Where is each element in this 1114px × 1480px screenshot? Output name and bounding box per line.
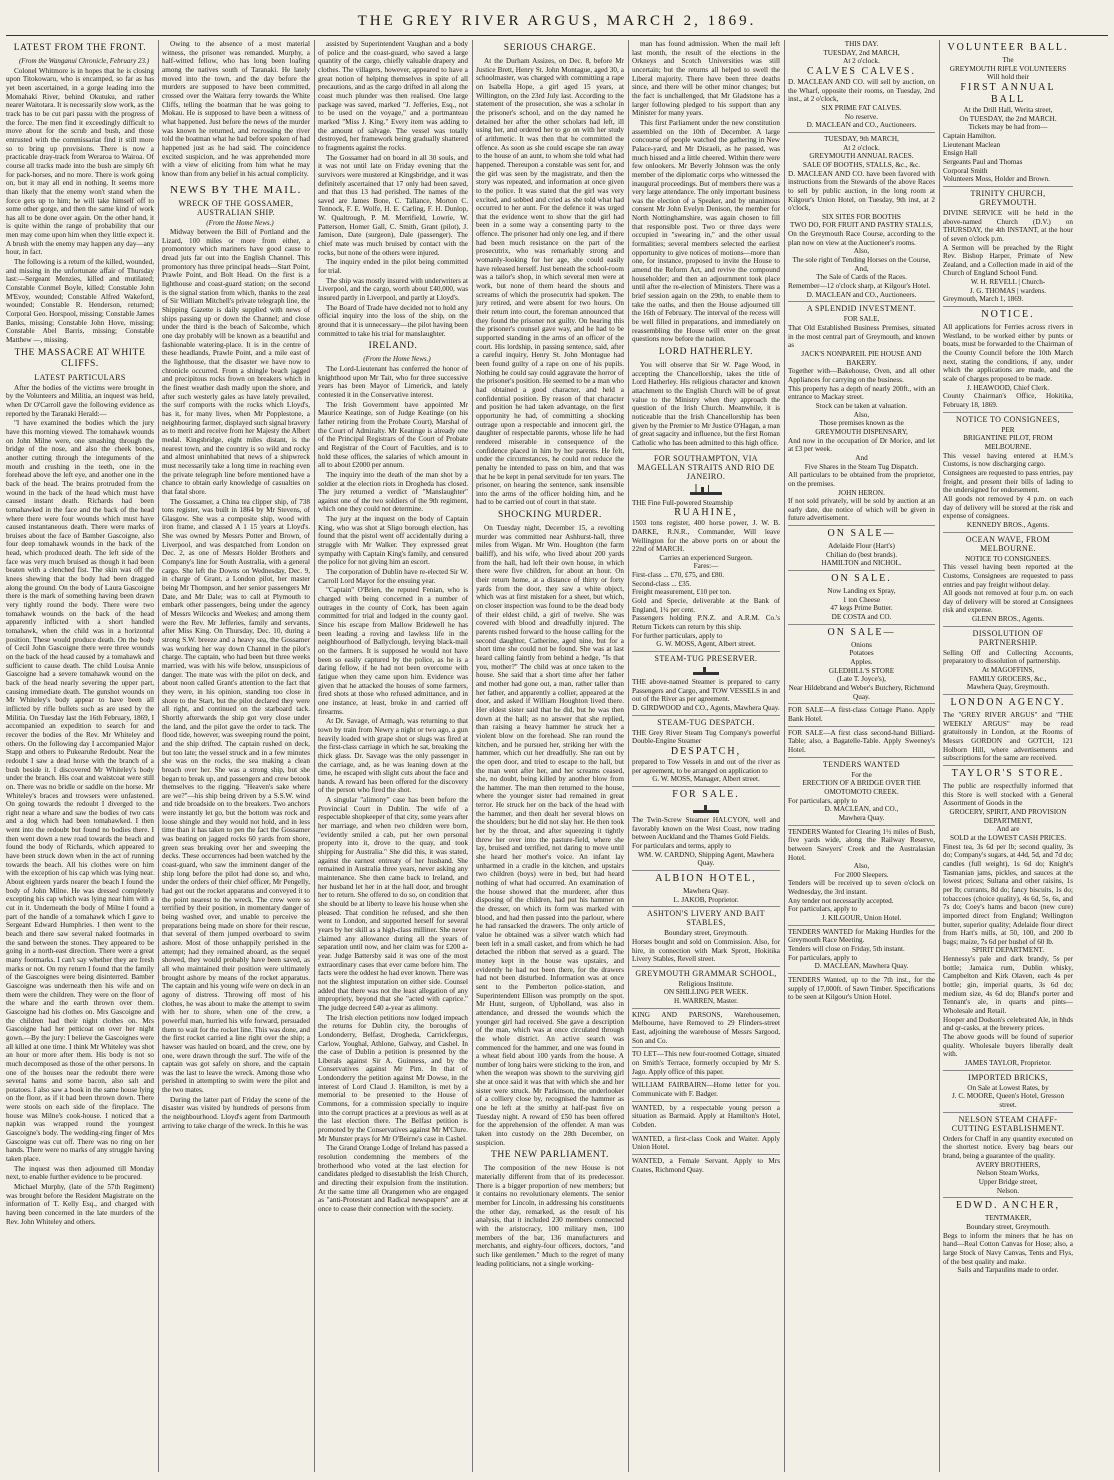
ad-line: The Twin-Screw Steamer HALCYON, well and favorably known on the West Coast, now trading between Auckland and the Thames Gold Fields. (632, 815, 780, 842)
ad-line: Stock can be taken at valuation. (815, 401, 908, 410)
ad-steam-tug-despatch (632, 718, 780, 787)
ad-line: On TUESDAY, the 2nd MARCH. (959, 114, 1057, 123)
ad-dissolution (943, 629, 1073, 695)
ad-taylors-store (943, 768, 1073, 1071)
article-paragraph: The inquiry into the death of the man shot by a soldier at the election riots in Drogheda has closed. The jury returned a verdict of "Manslaughter" against one of the two soldiers of the 9th regiment, which one they could not determine. (318, 470, 468, 514)
ad-line: At the Drill Hall, Werita street, (963, 105, 1053, 114)
ad-line: Potatoes (849, 649, 874, 658)
ad-body: D. MACLEAN AND CO. will sell by auction, on the Wharf, opposite their rooms, on Tuesday, 2nd inst., at 2 o'clock, (788, 77, 935, 104)
article-paragraph: assisted by Superintendent Vaughan and a body of police and the coast-guard, who saved a large quantity of the cargo, chiefly valuable drapery and clothes. The villagers, however, appeared to have a great notion of helping themselves in spite of all precautions, and as the cargo drifted in all along the coast much plunder was then realised. One large package was saved, marked "J. Jefferies, Esq., not to be used on the voyage," and a portmanteau marked "Miss J. King." Every item was adding to the amount of salvage. The vessel was totally destroyed, her framework being gradually shattered to fragments against the rocks. (318, 40, 468, 152)
column-rule (939, 40, 940, 1472)
ad-line: GROCERY, SPIRIT, AND PROVISION DEPARTMENT, (949, 807, 1067, 825)
ad-billiard-table (788, 729, 935, 758)
ad-line: That Old Established Business Premises, situated in the most central part of Greymouth, and known as (788, 324, 935, 350)
article-paragraph: The Gossamer, a China tea clipper ship, of 738 tons register, was built in 1864 by Mr Stevens, of Glasgow. She was a composite ship, wood with iron frame, and classed A 1 15 years at Lloyd's. She was owned by Messrs Potter and Brown, of Liverpool, and was despatched from London on Dec. 2, as one of Messrs Holder Brothers and Company's line for South Australia, with a general cargo. She left the Downs on Wednesday, Dec. 9, in charge of Grant, a London pilot, her master being Mr Thompson, and her senior passengers Mr Date, and Mr Dale; was to call at Plymouth to embark other passengers, being under the agency of Messrs Wilcocks and Weekes; and among them were the Rev. Mr Jefferies, family and servants, after Miss King. On Thursday, Dec. 10, during a strong S.W. breeze and a heavy sea, the Gossamer was working her way down Channel in the pilot's charge. The captain, who had been but three weeks married, was with his wife below, unsuspicious of danger. The mate was with the pilot on deck, and about noon called Grant's attention to the fact that they were, in his opinion, standing too close in shore to the Start, but the pilot declared they were all right, and continued on the starboard tack. Shortly afterwards the ship got very close under the land, and the pilot gave the order to tack. The flood tide, however, was sweeping round the point, and the ship drifted. The captain rushed on deck, but too late; the vessel struck and in a few minutes she was on the rocks, the sea making a clean breach over her. She was a strong ship, but she began to break up, and passengers and crew betook themselves to the rigging. "Heaven's sake where are we?"—his ship being driven by a S.S.W. wind and tide broadside on to the breakers. Two anchors were instantly let go, but the bottom was rock and loose shingle and they would not hold, and in less time than it has taken to pen the fact the Gossamer was beating on jagged rocks 60 yards from shore, green seas breaking over her and sweeping the decks. These occurrences had been watched by the coast-guard, who saw the imminent danger of the ship long before the pilot had done so, and who, under the orders of their chief officer, Mr Pengelly, had got out the rocket apparatus and conveyed it to the point nearest to the wreck. The crew were so terrified by their position, in momentary danger of being washed over, and unable to perceive the preparations being made on shore for their rescue, that several of them jumped overboard to swim ashore. Most of those unhappily perished in the attempt; had they remained aboard, as the sequel showed, they would probably have been saved, as all who maintained their position were ultimately brought ashore by means of the rocket apparatus. The captain and his young wife were on deck in an agony of distress. Throwing off most of his clothes, he was about to make the attempt to swim with her to shore, when one of the crew, a powerful man, hurried his wife forward, persuaded them to wait for the rocket line. This was done, and the first rocket carried a line right over the ship; a hawser was hauled on board, and the crew, one by one, were drawn through the surf. The wife of the captain was got safely on shore, and the captain was the last to leave the wreck. Among those who perished in attempting to swim were the pilot and the two mates. (162, 497, 310, 1095)
mail-subheading: WRECK OF THE GOSSAMER, AUSTRALIAN SHIP. (178, 198, 294, 217)
parliament-heading: THE NEW PARLIAMENT. (490, 1150, 610, 1161)
ad-ship-name: RUAHINE, (674, 507, 738, 519)
ad-line: At 2 o'clock. (843, 143, 880, 152)
ad-line: SALE OF BOOTHS, STALLS, &c., &c. (802, 160, 921, 169)
ad-heading: ON SALE. (831, 573, 892, 585)
ad-line: Apples. (850, 658, 873, 667)
ad-line: For particulars, apply to (788, 953, 858, 962)
ad-line: THE above-named Steamer is prepared to carry Passengers and Cargo, and TOW VESSELS in and out of the River as per agreement. (632, 678, 780, 704)
ad-line: W. H. REVELL | Church- (970, 278, 1046, 287)
article-source: (From the Home News.) (363, 355, 431, 364)
ad-heading: ON SALE— (827, 626, 896, 638)
column-1 (6, 40, 154, 1472)
ad-line: JACK'S NONPAREIL PIE HOUSE AND BAKERY. (801, 350, 922, 367)
article-paragraph: man has found admission. When the mail left last month, the result of the elections in the Orkneys and Scotch Universities was still uncertain; but the returns all helped to swell the Liberal majority. There have been three deaths since, and there will be other minor changes; but the fact is unchallenged, that Mr Gladstone has a larger following pledged to his support than any Minister for many years. (632, 40, 780, 118)
ad-line: Remember—12 o'clock sharp, at Kilgour's Hotel. (788, 282, 931, 291)
article-source: (From the Home News.) (206, 218, 274, 227)
ad-line: SIX PRIME FAT CALVES. (821, 103, 902, 112)
ad-wanted (632, 1135, 780, 1155)
ad-line: Also, (853, 862, 870, 871)
ad-heading: FOR SALE. (672, 788, 740, 800)
ad-line: FOR SALE, (843, 315, 880, 324)
ad-line: WANTED, by a respectable young person a situation as Barmaid. Apply at Hamilton's Hotel, Cobden. (632, 1103, 780, 1129)
ad-line: Religious Institute. (678, 979, 734, 988)
ad-heading: DISSOLUTION OF PARTNERSHIP. (972, 628, 1044, 647)
column-5 (632, 40, 780, 1472)
ad-london-agency (943, 697, 1073, 766)
ad-body: DIVINE SERVICE will be held in the above-named Church (D.V.) on THURSDAY, the 4th INSTANT, at the hour of seven o'clock p.m. (943, 208, 1073, 243)
ad-line: TO LET—This new four-roomed Cottage, situated on Smith's Terrace, formerly occupied by Mr S. Jago. Apply office of this paper. (632, 1050, 780, 1076)
column-6 (788, 40, 935, 1472)
ad-line: Now Landing ex Spray, (827, 587, 896, 596)
ad-line: For the (851, 770, 872, 779)
ad-heading: ON SALE— (827, 528, 896, 540)
ad-line: Lieutenant Maclean (943, 140, 1001, 149)
ad-body: The public are respectfully informed that this Store is well stocked with a General Assortment of Goods in the (943, 782, 1073, 808)
ad-line: GREYMOUTH RIFLE VOLUNTEERS (949, 64, 1067, 73)
ad-wanted (632, 1104, 780, 1133)
ad-signature: D. MACLEAN and CO., Auctioneers. (806, 290, 917, 299)
ad-line: SIX SITES FOR BOOTHS (822, 212, 901, 221)
ad-line: THE Fine Full-powered Steamship (632, 498, 733, 507)
ad-race-booths (788, 135, 935, 302)
ad-heading: ASHTON'S LIVERY AND BAIT STABLES, (647, 909, 765, 928)
ad-line: For particulars, apply to (788, 905, 858, 914)
ad-heading: NELSON STEAM CHAFF-CUTTING ESTABLISHMENT. (951, 1114, 1065, 1133)
ad-line: For particulars and terms, apply to (632, 841, 732, 850)
ad-line: Captain Hamilton. (943, 131, 997, 140)
article-paragraph: The Board of Trade have decided not to hold any official inquiry into the loss of the ship, on the ground that it is unnecessary—the pilot having been committed to take his trial for manslaughter. (318, 303, 468, 338)
ad-body: D. MACLEAN AND CO. have been favored with instructions from the Stewards of the above Races to sell by public auction, in the long room at Kilgour's Union Hotel, on Tuesday, 9th inst, at 2 o'clock, (788, 169, 935, 213)
ad-line: First-class ... £70, £75, and £80. (632, 571, 725, 580)
ad-signature: HAMILTON and NICHOL. (821, 559, 902, 568)
ad-line: Also, (853, 410, 870, 419)
article-paragraph: The Gossamer had on board in all 30 souls, and it was not until late on Friday evening that the survivors were mustered at Kingsbridge, and it was definitely ascertained that 17 only had been saved, and that thus 13 had perished. The names of the saved are James Bone, C. Tallance, Morton C. Tennock, F. E. Wolfe, H. E. Carling, F. H. Dunlop, W. Qualtrough, P. M. Merrifield, Lowrie, W. Patterson, Homer Gall, C. Smith, Grant (pilot), J. Jamison, Date (surgeon), Dale (passenger). The chief mate was much bruised by contact with the rocks, but none of the others were injured. (318, 153, 468, 257)
ad-on-sale-onions (788, 627, 935, 705)
ad-body: TENDERS Wanted, up to the 7th inst., for the supply of 17,000ft. of Sawn Timber. Specifications to be seen at Kilgour's Union Hotel. (788, 976, 935, 1002)
ad-line: And now in the occupation of Dr Morice, and let at £3 per week. (788, 436, 935, 454)
ad-imported-bricks (943, 1073, 1073, 1113)
ad-line: PER (1001, 425, 1015, 434)
ad-line: prepared to Tow Vessels in and out of the river as per agreement, to be arranged on application to (632, 757, 780, 775)
column-rule (314, 40, 315, 1472)
article-paragraph: The inquest was then adjourned till Monday next, to enable further evidence to be procured. (6, 1164, 154, 1182)
ad-line: Hennessy's pale and dark brandy, 5s per bottle; Jamaica rum, Dublin whisky, Campbelton and Kirk Olaven, each 4s per bottle; gin, imperial quarts, 3s 6d do; medium size, 4s 6d do; Bland's porter and Tennant's ale, in quarts and pints—Wholesale and Retail. (943, 955, 1073, 1016)
ad-signature: WM. W. CARDNO, Shipping Agent, Mawhera Quay. (638, 850, 774, 868)
ad-line: NOTICE TO CONSIGNEES. (965, 554, 1051, 563)
ad-albion-hotel (632, 873, 780, 907)
mail-heading: NEWS BY THE MAIL. (170, 183, 302, 196)
ad-body: All applications for Ferries across rivers in Westland, to be worked either by punts or boats, must be forwarded to the Chairman of the County Council before the 10th March next, stating the conditions, if any, under which the applications are made, and the scale of charges proposed to be made. (943, 323, 1073, 384)
ad-line: Boundary street, Greymouth. (966, 1222, 1050, 1231)
ad-line: Freight measurement, £10 per ton. (632, 588, 732, 597)
ad-line: Sails and Tarpaulins made to order. (957, 1266, 1059, 1275)
ad-line: SOLD at the LOWEST CASH PRICES. (949, 833, 1067, 842)
ad-ashton-stables (632, 909, 780, 967)
ad-signature: J. HEAWOOD, Chief Clerk. (966, 383, 1050, 392)
ad-line: Near Hildebrand and Weber's Butchery, Richmond Quay. (788, 684, 935, 701)
ad-line: THE Grey River Steam Tug Company's powerful Double-Engine Steamer (632, 728, 780, 746)
ad-piano (788, 706, 935, 726)
ad-volunteer-ball (943, 42, 1073, 187)
ad-line: GLEDHILL'S STORE (828, 666, 895, 675)
ad-heading: VOLUNTEER BALL. (947, 42, 1069, 53)
ad-line: Orders for Chaff in any quantity executed on the shortest notice. Every bag bears our brand, being a guarantee of the quality. (943, 1134, 1073, 1160)
ad-heading: TENDERS WANTED (822, 759, 901, 769)
ad-line: The Sale of Cards of the Races. (816, 273, 907, 282)
ad-line: A Sermon will be preached by the Right Rev. Bishop Harper, Primate of New Zealand, and a Collection made in aid of the Church of England School Fund. (943, 243, 1073, 278)
ad-ocean-wave (943, 535, 1073, 627)
article-paragraph: The corporation of Dublin have re-elected Sir W. Carroll Lord Mayor for the ensuing year. (318, 568, 468, 585)
ad-line: FIRST ANNUAL BALL (960, 81, 1056, 105)
ad-line: Finest tea, 3s 6d per lb; second quality, 3s do; Company's sugars, at 44d, 5d, and 7d do; candles (full weight), 1s 6d do; Knight's Tasmanian jams, pickles, and sauces at the lowest prices; Sultana and other raisins, 1s per lb; currants, 8d do; fancy biscuits, 1s do; tobaccoes (choice quality), 4s 6d, 5s, 6s, and 7s do; Coey's hams and bacon (new cure) imported direct from England; Wellington butter, superior quality; Adelaide flour direct from Hart's mills, at 50, 100, and 200 lb bags; maize, 7s 6d per bushel of 60 lb. (943, 842, 1073, 946)
ad-heading: A SPLENDID INVESTMENT. (806, 304, 917, 314)
column-4 (476, 40, 624, 1472)
ad-line: On the Greymouth Race Course, according to the plan now on view at the Auctioneer's rooms. (788, 230, 935, 247)
masthead-rule (6, 35, 1108, 36)
ad-heading: STEAM-TUG DESPATCH. (657, 717, 755, 727)
ad-splendid-investment (788, 304, 935, 526)
ad-line: Together with—Bakehouse, Oven, and all other Appliances for carrying on the business. (788, 367, 935, 384)
ad-signature: DE COSTA and CO. (831, 613, 892, 622)
ad-line: And are (996, 825, 1020, 834)
ad-line: The (1002, 56, 1014, 64)
ad-heading: EDWD. ANCHER, (955, 1200, 1061, 1212)
article-source: (From the Wanganui Chronicle, February 23.) (18, 57, 150, 65)
ad-line: FAMILY GROCERS, &c., (969, 674, 1047, 683)
ad-line: Consignees are requested to pass entries, pay freight, and present their bills of lading to the undersigned for endorsement. (943, 468, 1073, 495)
ad-anchor-tentmaker (943, 1200, 1073, 1277)
massacre-heading: THE MASSACRE AT WHITE CLIFFS. (14, 347, 146, 369)
ad-heading: IMPORTED BRICKS, (968, 1072, 1048, 1082)
ad-line: Upper Bridge street, (978, 1177, 1038, 1186)
ad-line: At 2 o'clock. (843, 57, 880, 66)
ad-line: Gold and Specie, deliverable at the Bank of England, 1¼ per cent. (632, 597, 780, 614)
ad-line: THIS DAY. (844, 40, 879, 48)
column-3 (318, 40, 468, 1472)
ad-heading: CALVES CALVES. (807, 65, 916, 77)
ad-heading: FOR SOUTHAMPTON, VIA MAGELLAN STRAITS AND RIO DE JANEIRO. (637, 453, 775, 481)
ad-ship-name: DESPATCH, (670, 745, 742, 757)
ad-line: AVERY BROTHERS, (975, 1160, 1041, 1169)
ad-line: FOR SALE—A first-class Cottage Piano. Apply Bank Hotel. (788, 706, 935, 723)
article-paragraph: After the bodies of the victims were brought in by the Volunteers and Militia, an inquest was held, when Dr O'Carroll gave the following evidence as reported by the Taranaki Herald:— (6, 383, 154, 418)
article-paragraph: On Tuesday night, December 15, a revolting murder was committed near Ashhurst-hall, three miles from Wigan. Mr Wm. Houghton (the farm bailiff), and his wife, who lived about 200 yards from the hall, had left their own house, in which there were five children, for about an hour. On their return home, at a distance of thirty or forty yards from the door, they saw a white object, which was at first mistaken for a sheet, but which, on closer inspection was found to be the dead body of their eldest child, a girl of twelve. She was covered with blood and dreadfully injured. The parents rushed forward to the house calling for the second daughter, Catherine, aged nine, but for a short time she could not be found. She was at last heard calling faintly from behind a hedge, "Is that you, mother?" The child was at once taken to the house. She said that a short time after her father and mother had gone out, a man, rather taller than her father, and apparently a collier, appeared at the door, and asked if William Houghton lived there. Her eldest sister said that he did, but he was then down at the hall; as no answer that she replied, than raising a heavy hammer he struck her a violent blow on the forehead. She ran round the kitchen, and he pursued her, striking her with the hammer, which cut her dreadfully. She ran out by the open door, and tried to escape to the hall, but the man went after her, and her screams ceased, she, no doubt, being killed by another blow from the hammer. The man then returned to the house, where the younger sister had remained in great terror. He struck her on the back of the head with the hammer, and then dealt her several blows on the shoulders; but he did not slay her. He then took her by the throat, and after squeezing it tightly threw her over into the pasture-field, where she lay, bruised and terrified, not daring to move until she heard her mother's voice. An infant lay unharmed in a cradle in the kitchen, and upstairs two children (boys) were in bed, but had heard nothing of what had occurred. An examination of the house showed that the murderer, after thus disposing of the children, had put his hammer on the dresser, on which its form was marked with blood, and had then passed into the parlour, where he had ransacked the drawers. The only article of value he obtained was a silver watch which had been left in a small casket, and from which he had detached the ribbon that served as a guard. The money kept in the house was upstairs, and evidently he had not been there, for the drawers had not been disturbed. Information was at once sent to the Pemberton police-station, and Superintendent Ellison was promptly on the spot. Mr Hunt, surgeon, of Upholland, was also in attendance, and dressed the wounds which the younger girl had received. She gave a description of the man, which was at once circulated through the whole district. An active search was commenced for the hammer, and one was found in a wheat field about 100 yards from the house. A number of long hairs were sticking to the iron, and when the weapon was shown to the surviving girl she at once said it was that with which she and her sister were struck. Mr Parkinson, the underlooker of a colliery close by, recognised the hammer as one he left at the smithy at half-past five on Tuesday night. A reward of £50 has been offered for the apprehension of the offender. A man was taken into custody on the 28th December, on suspicion. (476, 524, 624, 1147)
newspaper-title: THE GREY RIVER ARGUS, MARCH 2, 1869. (357, 13, 757, 29)
column-rule (472, 40, 473, 1472)
ad-line: OMOTOMOTO CREEK. (824, 787, 899, 796)
ad-line: Adelaide Flour (Hart's) (828, 542, 895, 551)
ad-line: J. G. THOMAS | wardens. (969, 286, 1047, 295)
ad-to-let (632, 1050, 780, 1079)
ad-signature: JOHN HERON. (838, 488, 885, 497)
ad-line: ERECTION OF A BRIDGE OVER THE (802, 779, 921, 788)
ad-signature: H. WARREN, Master. (674, 997, 738, 1006)
column-rule (628, 40, 629, 1472)
ad-line: Tenders will be received up to seven o'clock on Wednesday, the 3rd instant. (788, 879, 935, 897)
ad-fairbairn (632, 1081, 780, 1101)
ad-heading: ALBION HOTEL, (655, 872, 757, 884)
article-paragraph: The jury at the inquest on the body of Captain King, who was shot at Sligo borough election, has found that the pistol went off accidentally during a struggle with Mr Walker. They expressed great sympathy with Captain King's family, and censured the police for not giving him an escort. (318, 515, 468, 567)
article-paragraph: During the latter part of Friday the scene of the disaster was visited by hundreds of persons from the neighbourhood. Lloyd's agent from Dartmouth arriving to take charge of the wreck. In this he was (162, 1095, 310, 1130)
ad-signature: Mawhera Quay. (838, 813, 885, 822)
ad-line: All particulars to be obtained from the proprietor, on the premises. (788, 471, 935, 488)
article-paragraph: The composition of the new House is not materially different from that of its predecessor. There is a bigger proportion of new members; but it contains no revolutionary elements. The senior member for Lincoln, in addressing his constituents the other day, remarked, as the result of his analysis, that it included 230 members connected with the aristocracy, 100 military men, 100 members of the bar, 136 manufacturers and merchants, and eighty-four officers, doctors, "and such like gentlemen." Much to the regret of many leading politicians, not a single working- (476, 1164, 624, 1268)
ad-line: GREYMOUTH ANNUAL RACES. (809, 152, 914, 161)
ad-line: Tenders will close on Friday, 5th instant. (788, 945, 905, 954)
ad-nelson-chaff (943, 1115, 1073, 1199)
ad-notice-consignees-pilot (943, 415, 1073, 533)
ad-on-sale-flour (788, 528, 935, 571)
article-paragraph: "Captain" O'Brien, the reputed Fenian, who is charged with being concerned in a number of outrages in the county of Cork, has been again committed for trial and lodged in the county gaol. Since his escape from Mallow Bridewell he has been leading a roving and lawless life in the neighbourhood of Ballyclough, levying black-mail on the farmers. It is supposed he would not have been so easily captured by the police, as he is a daring fellow, if he had not been overcome with fatigue when they came upon him. Evidence was given that he attacked the houses of some farmers, fired shots at those who refused admittance, and in one instance, at least, broke in and carried off firearms. (318, 586, 468, 716)
ad-line: BRIGANTINE PILOT, FROM MELBOURNE. (963, 434, 1053, 451)
ad-tenders-bridge (788, 760, 935, 826)
article-paragraph: The inquiry ended in the pilot being committed for trial. (318, 258, 468, 276)
ad-body: TENDERS Wanted for Clearing 1½ miles of Bush, five yards wide, along the Railway Reserve, between Sawyers' Creek and the Australasian Hotel. (788, 827, 935, 862)
ad-line: FOR SALE—A first class second-hand Billiard-Table; also, a Bagatelle-Table. Apply Sweeney's Hotel. (788, 728, 935, 754)
article-paragraph: You will observe that Sir W. Page Wood, in accepting the Chancellorship, takes the title of Lord Hatherley. His religious character and known attachment to the English Church will be of great value to the Ministry when they approach the question of the Irish Church. Meanwhile, it is noticeable that the Irish Chancellorship has been given by the Premier to Mr Justice O'Hagan, a man of great sagacity and influence, but the first Roman Catholic who has been admitted to this high office. (632, 360, 780, 447)
ad-tenders-timber (788, 976, 935, 1004)
ad-line: Horses bought and sold on Commission. Also, for hire, in connection with Mark Sprott, Hokitika Livery Stables, Revell street. (632, 937, 780, 964)
ad-tenders-clearing (788, 828, 935, 926)
ad-line: Carries an experienced Surgeon. (659, 553, 753, 562)
ad-line: Mawhera Quay. (683, 886, 729, 895)
hatherley-heading: LORD HATHERLEY. (658, 346, 754, 357)
ad-line: Hooper and Dodson's celebrated Ale, in hhds and qr-casks, at the brewery prices. (943, 1015, 1073, 1033)
ad-line: Greymouth, March 1, 1869. (943, 295, 1024, 304)
ad-heading: TAYLOR'S STORE. (951, 768, 1065, 779)
shocking-heading: SHOCKING MURDER. (497, 510, 603, 521)
article-paragraph: This first Parliament under the new constitution assembled on the 10th of December. A large concourse of people watched the gathering in New Palace-yard, and Mr Disraeli, as he passed, was much hissed and a little cheered. Within there were few onlookers. Mr Beverly Johnson was the only member of the diplomatic corps who witnessed the inaugural proceedings. But of members there was a very large attendance. The only important business was the election of a Speaker, and by unanimous consent Mr John Evelyn Denison, the member for North Nottinghamshire, was again chosen to fill that responsible post. Two or three days were occupied in "swearing in," and the other usual formalities; several members selected the earliest opportunity to give notices of motions—more than one, for instance, proposed to invite the House to amend the Reform Act, and revive the compound householder; and then an adjournment took place until after the re-election of Ministers. There was a brief session again on the 29th, to enable them to take the oaths, and then the House adjourned till the 16th of February. The interval of the recess will be well filled in preparations, and immediately on reassembling the House will enter on the great questions now before the nation. (632, 118, 780, 344)
article-paragraph: The ship was mostly insured with underwriters at Liverpool, and the cargo, worth about £40,000, was insured partly in Liverpool, and partly at Lloyd's. (318, 276, 468, 303)
ad-line: ON SHILLING PER WEEK. (663, 988, 749, 997)
ad-line: Also, (853, 247, 870, 256)
ad-line: Begs to inform the miners that he has on hand—Real Cotton Canvas for Hose; also, a large Stock of Navy Canvas, Tents and Flys, of the best quality and make. (943, 1231, 1073, 1266)
ad-line: This property has a depth of nearly 200ft., with an entrance to Mackay street. (788, 384, 935, 402)
ad-line: County Chairman's Office, Hokitika, February 18, 1869. (943, 392, 1073, 409)
ad-line: Any tender not necessarily accepted. (788, 896, 894, 905)
tugboat-icon (691, 665, 721, 676)
ad-line: Tickets may be had from— (968, 123, 1048, 132)
ad-line: Onions (851, 640, 872, 649)
ad-line: 1503 tons register, 400 horse power, J. W. B. DARKE, R.N.R., Commander, Will leave Wellington for the above ports on or about the 22nd of MARCH. (632, 519, 780, 554)
ad-line: Passengers holding P.N.Z. and A.R.M. Co.'s Return Tickets can return by this ship. (632, 614, 780, 632)
ad-line: GREYMOUTH DISPENSARY, (815, 427, 908, 436)
ad-signature: G. W. MOSS, Manager, Albert street. (652, 775, 760, 784)
ad-line: TUESDAY, 9th MARCH, (824, 134, 899, 143)
ad-calves-auction (788, 40, 935, 133)
ad-heading: TRINITY CHURCH, GREYMOUTH. (970, 188, 1046, 207)
ad-line: Volunteers Moss, Holder and Brown. (943, 175, 1050, 184)
ad-line: On Sale at Lowest Rates, by (967, 1083, 1049, 1092)
ad-line: Boundary street, Greymouth. (664, 929, 748, 938)
ad-line: This vessel having entered at H.M.'s Customs, is now discharging cargo. (943, 451, 1073, 469)
ad-line: KING AND PARSONS, Warehousemen, Melbourne, have Removed to 29 Flinders-street East, adjoining the warehouse of Messrs Sargood, Son and Co. (632, 1010, 780, 1045)
ad-line: No reserve. (844, 112, 879, 121)
article-paragraph: Owing to the absence of a most material witness, the prisoner was remanded. Murphy, a half-witted fellow, who has long been loafing among the natives south of Taranaki. He lately moved into the town, and the day before the murders are supposed to have been committed, crossed over the Waitara ferry towards the White Cliffs, telling the boatman that he was going to Mokau. He is supposed to have been a witness of what happened. Just before the news of the murder was known he returned, and recrossing the river told the boatman what he had before spoken of had happened just as he had said. The coincidence excited suspicion, and he was apprehended more with a view of eliciting from him what he may know than from any belief in his actual complicity. (162, 40, 310, 178)
serious-heading: SERIOUS CHARGE. (503, 43, 597, 53)
ireland-heading: IRELAND. (368, 341, 418, 352)
article-paragraph: The Lord-Lieutenant has conferred the honor of knighthood upon Mr Tait, who for three successive years has been Mayor of Limerick, and lately contested it in the Conservative interest. (318, 364, 468, 399)
article-paragraph: Colonel Whitmore is in hopes that he is closing upon Titokowaru, who is encamped, so far as has yet been ascertained, in a gorge leading into the Momahaki River, behind Okutuku, and rather nearer Waitotara. It is necessarily slow work, as the track has to be cut pari passu with the progress of the force. The men find it exceedingly difficult to move about for the scrub and bush, and those entrusted with the commissariat find it still more so to bring up provisions. There is now a practicable dray-track from Weraroa to Wairoa. Of course all tracks made into the bush are simply 6ft for pack-horses, and no more. There is work going on, but it may all end in nothing. It seems more than likely that the enemy won't stand when the force gets up to him; he will take himself off to some other gorge, and then the same kind of work has all to be done over again. On the other hand, it is quite within the range of probability that our men may come upon him when they little expect it. A brush with the enemy may happen any day—any hour, in fact. (6, 66, 154, 257)
ad-line: If not sold privately, will be sold by auction at an early date, due notice of which will be given in future advertisement. (788, 497, 935, 523)
ad-line: And (855, 453, 868, 462)
ad-signature: D. MACLEAN, Mawhera Quay. (814, 962, 909, 971)
ad-king-parsons (632, 1011, 780, 1049)
masthead (0, 0, 1114, 36)
ad-heading: OCEAN WAVE, FROM MELBOURNE. (965, 534, 1051, 553)
ad-steam-tug-preserver (632, 654, 780, 716)
ad-line: Mawhera Quay, Greymouth. (966, 683, 1050, 692)
ad-line: Sergeants Paul and Thomas (943, 157, 1023, 166)
ad-line: For further particulars, apply to (632, 631, 723, 640)
steamer-icon (691, 803, 721, 814)
ad-signature: D. GIRDWOOD and CO., Agents, Mawhera Quay. (632, 704, 780, 712)
column-rule (784, 40, 785, 1472)
ad-line: TWO DO, FOR FRUIT AND PASTRY STALLS, (790, 221, 933, 230)
article-paragraph: The Irish election petitions now lodged impeach the returns for Dublin city, the boroughs of Londonderry, Belfast, Drogheda, Carrickfergus, Carlow, Youghal, Athlone, Galway, and Cashel. In the case of Dublin a petition is presented by the Liberals against Sir A. Guinness, and by the Conservatives against Mr Pim. In that of Londonderry the petition against Mr Dowse, in the interest of Lord Claud J. Hamilton, is met by a memorial to be presented to the House of Commons, for a commission specially to inquire into the corrupt practices at a previous as well as at the last election there. The Belfast petition is promoted by the Conservatives against Mr M'Clure. Mr Munster prays for Mr O'Beirne's case in Cashel. (318, 1013, 468, 1143)
ad-on-sale-cheese (788, 573, 935, 625)
ad-line: All goods not removed at four p.m. on each day of delivery will be stored at Consignees risk and expense. (943, 589, 1073, 615)
ad-line: D. MACLEAN, and CO., (824, 805, 899, 814)
ad-for-sale-halcyon (632, 789, 780, 871)
ad-line: WANTED, a Female Servant. Apply to Mrs Coates, Richmond Quay. (632, 1156, 780, 1174)
ad-signature: G. W. MOSS, Agent, Albert street. (656, 640, 756, 649)
ad-line: Fares:— (693, 562, 719, 571)
ad-signature: J. KILGOUR, Union Hotel. (821, 914, 902, 923)
ad-southampton (632, 449, 780, 653)
ad-line: Nelson. (996, 1186, 1020, 1195)
ad-wanted (632, 1157, 780, 1176)
ad-tenders-hurdles (788, 928, 935, 974)
ad-line: All goods not removed by 4 p.m. on each day of delivery will be stored at the risk and expense of consignees. (943, 494, 1073, 521)
ad-grammar-school (632, 969, 780, 1009)
ad-line: WILLIAM FAIRBAIRN—Home letter for you. Communicate with F. Badger. (632, 1081, 780, 1099)
ad-line: Will hold their (986, 73, 1030, 82)
article-paragraph: A singular "alimony" case has been before the Provincial Court in Dublin. The wife of a respectable shopkeeper of that city, some years after her marriage, and when two children were born, "evidently smiled a cab, put her own personal property into it, drove to the quay, and took shipping for Australia." She did this, it was stated, against the earnest entreaty of her husband. She remained in Australia three years, never asking any maintenance. She then came back to Ireland, and her husband let her in at the hall door, and brought her to return. She offered to do so, on condition that she should be at liberty to leave his house when she pleased. That condition he refused, and she then went to London, and supported herself for several years by her skill as a high-class milliner. She never claimed any allowance during all the years of separation until now, and her claim was for £200 a-year. Judge Battersby said it was one of the most extraordinary cases that ever came before him. The facts were the oddest he had ever known. There was not the slightest imputation on either side. Counsel added that there was not the least allegation of any impropriety, beyond that she "acted with caprice." The judge decreed £40 a-year as alimony. (318, 796, 468, 1012)
ad-signature: L. JAKOB, Proprietor. (673, 895, 739, 904)
ad-line: TENTMAKER, (984, 1214, 1032, 1223)
ad-line: Ensign Hall (943, 149, 978, 158)
article-paragraph: "I have examined the bodies which the jury have this morning viewed. The tomahawk wounds on John Milne were, one smashing through the bridge of the nose, and also the cheek bones, another cutting through the integuments of the mouth and crushing in the teeth, one in the forehead above the left eye, and another one in the back of the head. The brains protruded from the wound in the back of the head which must have caused instant death. Richards had been tomahawked in the face and the back of the head where there were four wounds which must have caused instantaneous death. There were marks of bruises about the face of Bamber Gascoigne, also four deep tomahawk wounds in the back of the head, which produced death. The left side of the face was very much bruised as though it had been beaten with a clenched fist. The skin was off the knees shewing that the body had been dragged along the ground. On the body of Laura Gascoigne there is the mark of something having been drawn very tightly round the body. There were two tomahawk wounds on the back of the head apparently inflicted with a short handled tomahawk, when the child was in a horizontal position. These would produce death. On the body of Cecil John Gascoigne there were three wounds on the back of the head caused by a tomahawk and sufficient to cause death. The child Louisa Annie Gascoigne had a severe tomahawk wound on the back of the head nearly severing the upper part, causing immediate death. The gunshot wounds on Mr Whiteley's body appear to have been all inflicted by rifle bullets such as are used by the Militia. On Tuesday last the 16th February, 1869, I accompanied an expedition to search for and recover the bodies of the Rev. Mr Whiteley and others. On the following day I accompanied Major Stapp and others to Pukearuhe Redoubt. Near the redoubt I saw a dead horse with the branch of a bush beside it. I discovered Mr Whiteley's body under the branch. His coat and waistcoat were still on. There was no bridle or saddle on the horse. Mr Whiteley's braces and trowsers were unfastened. On going towards the redoubt I diverged to the right near a whare and saw the bodies of two cats and a dog which had been tomahawked. I then went into the redoubt but found no bodies there. I then went down a new road towards the beach and found the body of Richards, which appeared to have been struck down when in the act of running towards the beach. All his clothes were on him with the exception of his cap which was lying near. About eighteen yards nearer the beach I found the body of John Milne. He was dressed completely excepting his cap which was lying near him with a cut in it. Underneath the body of Milne I found a part of the handle of a tomahawk which I gave to Sergeant Edward Humphries. I then went to the beach and there saw several naked footmarks in the sand between the stones. They appeared to be going in a north-east direction. There were a great many footmarks. I can't say whether they are fresh marks or not. On my return I found that the family of the Gascoignes were being disinterred. Bamber Gascoigne was underneath then his wife and on them were the children. They were on the floor of the whare and the earth thrown over them. Gascoigne had his clothes on. Mrs Gascoigne and the children had their night clothes on. Mrs Gascoigne had her petticoat on over her night gown.—By the jury: I believe the Gascoignes were all killed at one time. I think Mr Whiteley was shot an hour or more after them. His body is not so much decomposed as those of the other persons. In one of the houses near the redoubt there were several hams and some bacon, also salt and potatoes. I also saw a book in the same house lying on the floor, as if it had been thrown down. There were stools on each side of the fireplace. The house was Milne's cook-house. I noticed that a napkin was wrapped round the youngest Gascoigne's body. The wedding-ring finger of Mrs Gascoigne was cut off. There was no ring on her hands. There were no marks of any struggle having taken place. (6, 419, 154, 1164)
ad-line: And, (854, 264, 869, 273)
article-paragraph: The following is a return of the killed, wounded, and missing in the unfortunate affair of Thursday last:—Sergeant Menzies, killed and mutilated; Constable Conmel Boyle, killed; Constable John M'Evoy, wounded; Constable Alfred Wakeford, wounded; Constable R. Henderson, returned; Corporal Geo. Horspool, missing; Constable James Banks, missing; Constable John Hove, missing; Constable Abel Barris, missing; Constable Matthew —, missing. (6, 258, 154, 344)
ad-line: Nelson Steam Works, (976, 1169, 1040, 1178)
ad-line: Those premises known as the (819, 419, 904, 428)
ad-heading: NOTICE. (981, 309, 1035, 321)
article-paragraph: Midway between the Bill of Portland and the Lizard, 100 miles or more from either, a promontory which mariners have good cause to dread juts far out into the English Channel. This promontory has three principal heads—Start Point, Prawle Point, and Bolt Head. On the first is a lighthouse and coast-guard station; on the second is the signal station from which, thanks to the zeal of Sir William Mitchell's private telegraph line, the Shipping Gazette is daily supplied with news of ships passing up or down the Channel; and close under the third is the beach of Salcombe, which one day probably will be known as a beautiful and fashionable watering-place. It is in the centre of these headlands, Prawle Point, and a mile east of the lighthouse, that the disaster we have now to chronicle occurred. From a shingle beach jagged and precipitous rocks frown on breakers which in the finest weather dash madly upon the shore, and after such westerly gales as have lately prevailed, the surf comports with the rocks which Lloyd's, has it, for many lives, when Mr Popplestone, a neighbouring farmer, displayed such signal bravery as to merit and receive from her Majesty the Albert medal. Kingsbridge, eight miles distant, is the nearest town, and the country is so wild and rocky and almost uninhabited that news of a shipwreck must necessarily take a long time in reaching even the private telegraph line before mentioned have a chance to obtain early knowledge of casualties on that fatal shore. (162, 228, 310, 496)
ad-heading: NOTICE TO CONSIGNEES, (956, 414, 1060, 424)
ad-line: Second-class ... £35. (632, 579, 692, 588)
ad-line: For 2000 Sleepers. (834, 870, 889, 879)
ad-signature: J. C. MOORE, Queen's Hotel, Gresson street. (951, 1092, 1065, 1109)
article-paragraph: The Grand Orange Lodge of Ireland has passed a resolution condemning the members of the brotherhood who voted at the last election for candidates pledged to disestablish the Irish Church, and directing their expulsion from the institution. At the same time all Orangemen who are engaged as "anti-Protestant and Radical newspapers" are at once to cease their connection with the society. (318, 1144, 468, 1213)
ad-line: The above goods will be found of superior quality. Wholesale buyers liberally dealt with. (943, 1033, 1073, 1059)
column-rule (158, 40, 159, 1472)
article-paragraph: At the Durham Assizes, on Dec. 8, before Mr Justice Brett, Henry St. John Montague, aged 30, a schoolmaster, was charged with committing a rape on Isabella Hope, a girl aged 15 years, at Willington, on the 23rd July last. According to the statement of the prosecution, she was a scholar in the prisoner's school, and on the day named he detained her after the other scholars had left, ill using her, and ordered her to go on with her study of arithmetic. It was then that he committed the offence. As soon as she could escape she ran away to the house of an aunt, to whom she told what had happened. Thereupon a constable was sent for, and the girl was seen by the magistrate, and then the story was repeated, and information at once given to the police. It was stated that the girl was very excited, and sobbed and cried as she told what had occurred to her aunt. For the defence it was urged that the evidence went to show that the girl had been in a some way a consenting party to the offence. The prisoner had only one leg, and if there had been much resistance on the part of the prosecutrix, who was remarkably strong and womanly-looking for her age, she could easily have released herself. Just beneath the school-room was a tailor's shop, in which several men were at work, but none of them heard the shouts and screams of which the prosecutrix had spoken. The jury retired, and were absent for two hours. On their return into court, the foreman announced that they found the prisoner not guilty. On hearing this the prisoner's counsel gave way, and he had to be supported standing in the arms of an officer of the court. His lordship, in passing sentence, said, after a careful inquiry, Henry St. John Montague had been found guilty of a rape on one of his pupils. Nothing he could say could aggravate the horror of the prisoner's position. He seemed to be a man who had obtained a good character, and held a confidential position. By reason of that character and position he had taken advantage, on the first opportunity he had, of committing a shocking outrage upon a respectable and innocent girl, the daughter of respectable parents, whose life he had rendered miserable in consequence of the confidence placed in him by her parents. He felt, under the circumstances, he could not reduce the penalty he intended to pass on him, and that was that he be kept in penal servitude for ten years. The prisoner, on hearing the sentence, sank insensible into the arms of the officer holding him, and he had to be carried out of court in that state. (476, 57, 624, 507)
article-paragraph: The Irish Government have appointed Mr Maurice Keatinge, son of Judge Keatinge (on his father retiring from the Probate Court), Marshal of the Court of Admiralty. Mr Keatinge is already one of the Principal Registrars of the Court of Probate and Registrar of the Court of Faculties, and is to hold these offices, the salaries of which amount in all to about £2000 per annum. (318, 400, 468, 470)
massacre-subheading: LATEST PARTICULARS (34, 372, 126, 382)
ad-signature: D. MACLEAN and CO., Auctioneers. (806, 121, 917, 130)
column-7 (943, 40, 1073, 1472)
ad-heading: GREYMOUTH GRAMMAR SCHOOL, (635, 968, 777, 978)
ad-trinity-church (943, 189, 1073, 307)
column-2 (162, 40, 310, 1472)
ad-signature: KENNEDY BROS., Agents. (966, 520, 1050, 529)
ad-line: 47 kegs Prime Butter. (830, 604, 893, 613)
ad-heading: STEAM-TUG PRESERVER. (654, 654, 758, 664)
ad-line: Corporal Smith (943, 166, 988, 175)
ad-line: 1 ton Cheese (842, 595, 881, 604)
ad-heading: LONDON AGENCY. (950, 697, 1066, 709)
ad-line: Five Shares in the Steam Tug Dispatch. (804, 462, 919, 471)
ad-notice-ferries (943, 309, 1073, 413)
front-heading: LATEST FROM THE FRONT. (13, 43, 147, 53)
article-paragraph: At Dr. Savage, of Armagh, was returning to that town by train from Newry a night or two ago, a gun heavily loaded with grape shot or slugs was fired at the first-class carriage in which he sat, breaking the thick glass. Dr. Savage was the only passenger in the carriage, and, as he was leaning down at the time, he escaped with slight cuts about the face and hands. A reward has been offered for the discovery of the person who fired the shot. (318, 717, 468, 795)
ad-line: At MAGOFFINS, (981, 666, 1035, 675)
article-paragraph: Michael Murphy, (late of the 57th Regiment) was brought before the Resident Magistrate on the information of T. Kelly Esq., and charged with having been concerned in the late murders of the Rev. John Whiteley and others. (6, 1183, 154, 1226)
ad-line: The sole right of Tending Horses on the Course, (792, 256, 931, 265)
ad-line: WANTED, a first-class Cook and Waiter. Apply Union Hotel. (632, 1134, 780, 1152)
ad-line: This vessel having been reported at the Customs, Consignees are requested to pass entries and pay freight without delay. (943, 563, 1073, 589)
ad-signature: JAMES TAYLOR, Proprietor. (964, 1059, 1052, 1067)
ad-line: (Late T. Joyce's), (837, 675, 886, 684)
ad-body: TENDERS WANTED for Making Hurdles for the Greymouth Race Meeting. (788, 927, 935, 945)
ad-body: The "GREY RIVER ARGUS" and "THE WEEKLY ARGUS" may be read gratuitously in London, at the Rooms of Messrs GORDON and GOTCH, 121 Holborn Hill, where advertisements and subscriptions for the same are received. (943, 711, 1073, 763)
steamship-icon (688, 483, 724, 497)
ad-line: TUESDAY, 2nd MARCH, (823, 48, 900, 57)
ad-line: For particulars, apply to (788, 796, 858, 805)
ad-signature: GLENN BROS., Agents. (971, 615, 1045, 624)
ad-line: Selling Off and Collecting Accounts, preparatory to dissolution of partnership. (943, 648, 1073, 666)
ad-line: SPIRIT DEPARTMENT. (971, 946, 1045, 955)
ad-line: Chilian do (best brands). (825, 550, 898, 559)
